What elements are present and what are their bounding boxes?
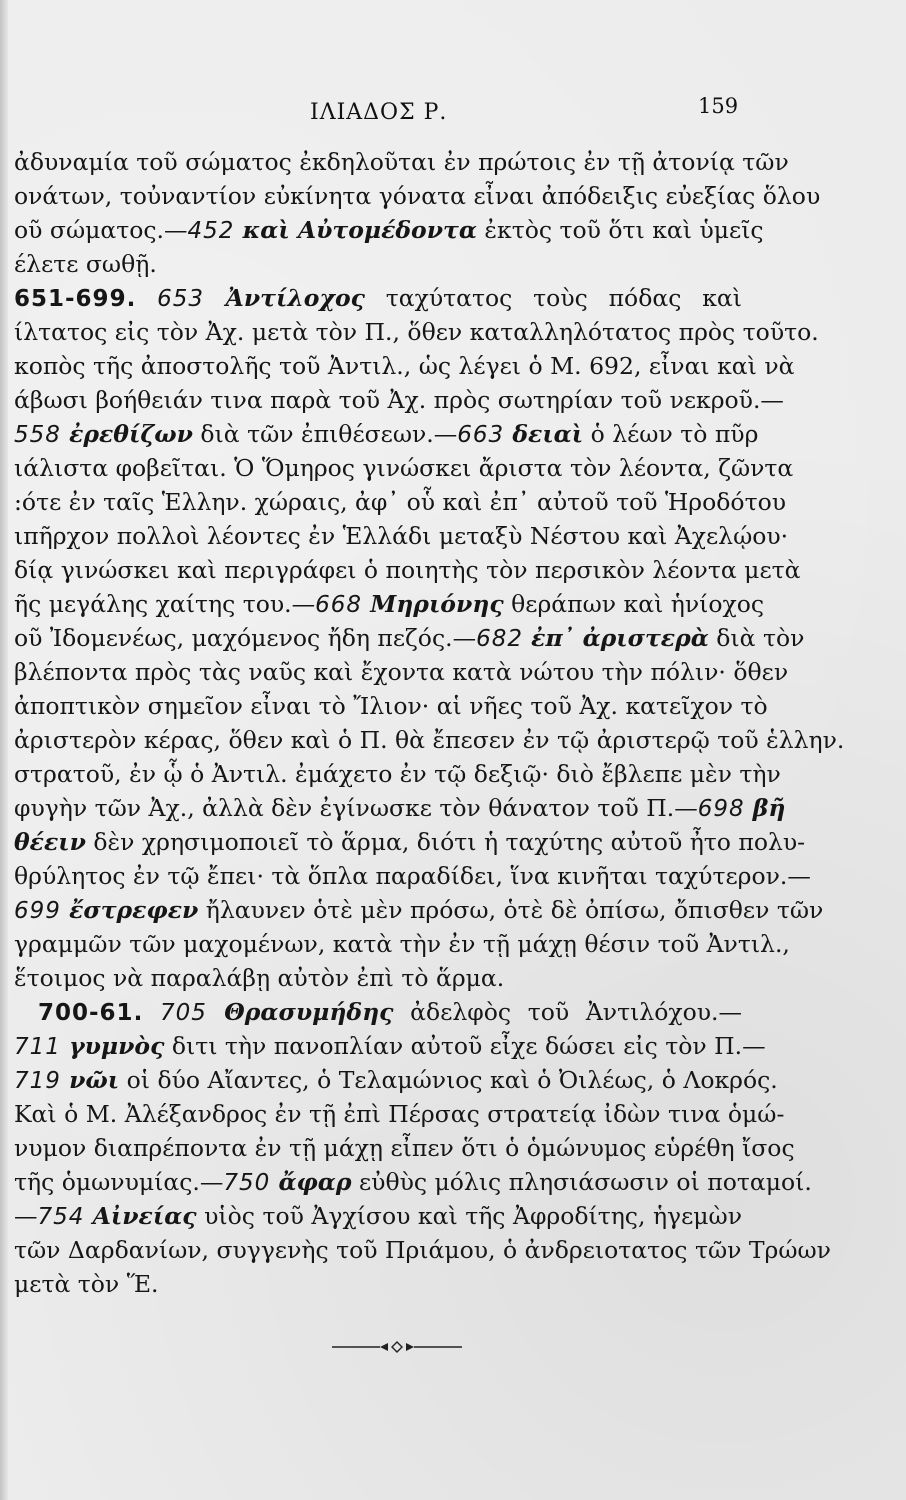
- lemma: ἄφαρ: [270, 1168, 352, 1196]
- text-run: ίλτατος εἰς τὸν Ἀχ. μετὰ τὸν Π., ὅθεν καταλληλότατος πρὸς τοῦτο.: [14, 318, 819, 346]
- text-run: διτι τὴν πανοπλίαν αὐτοῦ εἶχε δώσει εἰς τὸν Π.—: [164, 1032, 766, 1060]
- text-run: ἀδυναμία τοῦ σώματος ἐκδηλοῦται ἐν πρώτοις ἐν τῇ ἀτονίᾳ τῶν: [14, 148, 789, 176]
- text-run: οἱ δύο Αἴαντες, ὁ Τελαμώνιος καὶ ὁ Ὀιλέως, ὁ Λοκρός.: [119, 1066, 778, 1094]
- lemma: δειαὶ: [504, 420, 584, 448]
- text-run: κοπὸς τῆς ἀποστολῆς τοῦ Ἀντιλ., ὡς λέγει ὁ Μ. 692, εἶναι καὶ νὰ: [14, 352, 795, 380]
- text-run: ιάλιστα φοβεῖται. Ὁ Ὅμηρος γινώσκει ἄριστα τὸν λέοντα, ζῶντα: [14, 454, 794, 482]
- text-line: [14, 757, 781, 791]
- line-number: 699: [14, 898, 61, 924]
- text-run: ἀποπτικὸν σημεῖον εἶναι τὸ Ἴλιον· αἱ νῆες τοῦ Ἀχ. κατεῖχον τὸ: [14, 692, 768, 720]
- lemma: θέειν: [14, 828, 86, 856]
- text-line: [14, 791, 786, 825]
- lemma: καὶ Αὐτομέδοντα: [234, 216, 477, 244]
- line-number: 750: [223, 1170, 271, 1196]
- text-line: [14, 927, 790, 961]
- text-run: θρύλητος ἐν τῷ ἔπει· τὰ ὅπλα παραδίδει, ἵνα κινῆται ταχύτερον.—: [14, 862, 811, 890]
- lemma: ἐρεθίζων: [60, 420, 193, 448]
- text-line: [14, 281, 742, 315]
- text-run: διὰ τὸν: [708, 624, 805, 652]
- text-run: εὐθὺς μόλις πλησιάσωσιν οἱ ποταμοί.: [351, 1168, 812, 1196]
- running-head: [0, 92, 906, 132]
- text-line: [14, 995, 742, 1029]
- text-run: δίᾳ γινώσκει καὶ περιγράφει ὁ ποιητὴς τὸν περσικὸν λέοντα μετὰ: [14, 556, 801, 584]
- text-run: φυγὴν τῶν Ἀχ., ἀλλὰ δὲν ἐγίνωσκε τὸν θάνατον τοῦ Π.—: [14, 794, 698, 822]
- line-number: 719: [14, 1068, 61, 1094]
- text-line: [14, 893, 824, 927]
- page-number: 159: [698, 94, 739, 118]
- text-line: [14, 723, 845, 757]
- text-run: Καὶ ὁ Μ. Ἀλέξανδρος ἐν τῇ ἐπὶ Πέρσας στρατείᾳ ἰδὼν τινα ὁμώ-: [14, 1100, 785, 1128]
- text-line: [14, 383, 784, 417]
- text-line: [14, 587, 765, 621]
- text-line: [14, 179, 821, 213]
- text-run: διὰ τῶν ἐπιθέσεων.—: [192, 420, 458, 448]
- text-line: [14, 961, 742, 995]
- text-run: ονάτων, τοὐναντίον εὐκίνητα γόνατα εἶναι ἀπόδειξις εὐεξίας ὅλου: [14, 182, 821, 210]
- text-run: θεράπων καὶ ἡνίοχος: [503, 590, 765, 618]
- text-run: βλέποντα πρὸς τὰς ναῦς καὶ ἔχοντα κατὰ νώτου τὴν πόλιν· ὅθεν: [14, 658, 789, 686]
- text-line: [14, 451, 794, 485]
- text-run: οῦ Ἰδομενέως, μαχόμενος ἤδη πεζός.—: [14, 624, 477, 652]
- lemma: νῶι: [60, 1066, 120, 1094]
- text-run: έλετε σωθῇ.: [14, 250, 157, 278]
- lemma: γυμνὸς: [60, 1032, 165, 1060]
- lemma: βῆ: [744, 794, 786, 822]
- text-line: [14, 485, 787, 519]
- text-line: [14, 825, 806, 859]
- text-run: [136, 284, 157, 312]
- text-run: ἐκτὸς τοῦ ὅτι καὶ ὑμεῖς: [476, 216, 764, 244]
- text-line: [14, 247, 742, 281]
- text-run: άβωσι βοήθειάν τινα παρὰ τοῦ Ἀχ. πρὸς σωτηρίαν τοῦ νεκροῦ.—: [14, 386, 784, 414]
- section-heading: 700-61.: [38, 1000, 144, 1026]
- line-number: 653: [157, 286, 205, 312]
- text-run: τῆς ὁμωνυμίας.—: [14, 1168, 224, 1196]
- line-number: 711: [14, 1034, 61, 1060]
- text-line: [14, 553, 801, 587]
- text-line: [14, 315, 819, 349]
- text-run: υἱὸς τοῦ Ἀγχίσου καὶ τῆς Ἀφροδίτης, ἡγεμὼν: [196, 1202, 742, 1230]
- text-run: τῶν Δαρδανίων, συγγενὴς τοῦ Πριάμου, ὁ ἀνδρειοτατος τῶν Τρώων: [14, 1236, 831, 1264]
- lemma: Θρασυμήδης: [206, 998, 394, 1026]
- text-line: [14, 519, 789, 553]
- text-run: ἀδελφὸς τοῦ Ἀντιλόχου.—: [393, 998, 742, 1026]
- text-line: [14, 1165, 812, 1199]
- text-line: [14, 1131, 795, 1165]
- text-run: νυμον διαπρέποντα ἐν τῇ μάχῃ εἶπεν ὅτι ὁ ὁμώνυμος εὑρέθη ἴσος: [14, 1134, 795, 1162]
- text-line: [14, 1267, 742, 1301]
- line-number: 754: [37, 1204, 85, 1230]
- line-number: 698: [697, 796, 745, 822]
- text-line: [14, 1029, 766, 1063]
- text-line: [14, 655, 789, 689]
- line-number: 663: [457, 422, 505, 448]
- text-line: [14, 689, 768, 723]
- text-line: [14, 349, 795, 383]
- text-line: [14, 859, 811, 893]
- commentary-text: [14, 145, 845, 1301]
- text-line: [14, 1097, 785, 1131]
- text-run: ιπῆρχον πολλοὶ λέοντες ἐν Ἑλλάδι μεταξὺ Νέστου καὶ Ἀχελῴου·: [14, 522, 789, 550]
- text-line: [14, 1199, 742, 1233]
- text-run: ἀριστερὸν κέρας, ὅθεν καὶ ὁ Π. θὰ ἔπεσεν ἐν τῷ ἀριστερῷ τοῦ ἑλλην.: [14, 726, 845, 754]
- line-number: 452: [187, 218, 235, 244]
- lemma: ἔστρεφεν: [60, 896, 199, 924]
- line-number: 682: [476, 626, 523, 652]
- text-run: ταχύτατος τοὺς πόδας καὶ: [364, 284, 742, 312]
- lemma: ἐπ᾽ ἀριστερὰ: [522, 624, 709, 652]
- binding-gutter: [0, 0, 8, 1500]
- section-heading: 651-699.: [14, 286, 137, 312]
- text-run: ῆς μεγάλης χαίτης του.—: [14, 590, 316, 618]
- text-run: —: [14, 1202, 38, 1230]
- text-run: γραμμῶν τῶν μαχομένων, κατὰ τὴν ἐν τῇ μάχῃ θέσιν τοῦ Ἀντιλ.,: [14, 930, 790, 958]
- text-run: ἤλαυνεν ὁτὲ μὲν πρόσω, ὁτὲ δὲ ὀπίσω, ὄπισθεν τῶν: [198, 896, 824, 924]
- end-ornament: [330, 1338, 464, 1356]
- text-line: [14, 417, 759, 451]
- lemma: Ἀντίλοχος: [204, 284, 365, 312]
- text-run: οῦ σώματος.—: [14, 216, 188, 244]
- text-run: :ότε ἐν ταῖς Ἑλλην. χώραις, ἀφ᾽ οὗ καὶ ἐπ᾽ αὐτοῦ τοῦ Ἡροδότου: [14, 488, 787, 516]
- text-run: μετὰ τὸν Ἕ.: [14, 1270, 159, 1298]
- line-number: 668: [315, 592, 363, 618]
- text-run: ἕτοιμος νὰ παραλάβῃ αὐτὸν ἐπὶ τὸ ἅρμα.: [14, 964, 505, 992]
- text-run: δὲν χρησιμοποιεῖ τὸ ἅρμα, διότι ἡ ταχύτης αὐτοῦ ἦτο πολυ-: [85, 828, 806, 856]
- text-line: [14, 1063, 778, 1097]
- text-line: [14, 213, 764, 247]
- text-line: [14, 621, 805, 655]
- page-title: ΙΛΙΑΔΟΣ Ρ.: [310, 100, 448, 125]
- text-run: [143, 998, 160, 1026]
- text-run: στρατοῦ, ἐν ᾧ ὁ Ἀντιλ. ἐμάχετο ἐν τῷ δεξιῷ· διὸ ἔβλεπε μὲν τὴν: [14, 760, 781, 788]
- text-run: ὁ λέων τὸ πῦρ: [583, 420, 759, 448]
- text-line: [14, 145, 789, 179]
- line-number: 558: [14, 422, 61, 448]
- line-number: 705: [160, 1000, 207, 1026]
- lemma: Μηριόνης: [362, 590, 504, 618]
- text-line: [14, 1233, 831, 1267]
- lemma: Αἰνείας: [84, 1202, 197, 1230]
